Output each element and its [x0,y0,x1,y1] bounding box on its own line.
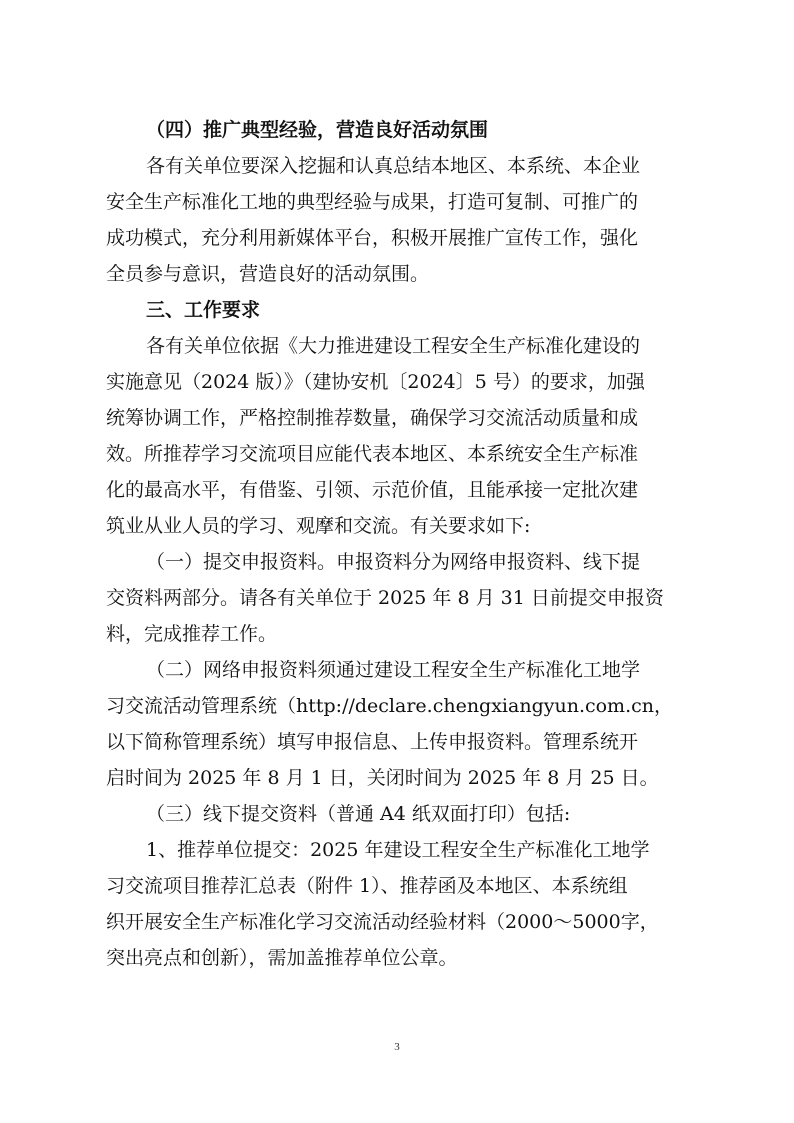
paragraph-line: 安全生产标准化工地的典型经验与成果，打造可复制、可推广的 [106,191,639,213]
paragraph-line: 突出亮点和创新），需加盖推荐单位公章。 [106,947,458,969]
paragraph-line: 习交流活动管理系统（http://declare.chengxiangyun.com.cn， [106,695,673,717]
paragraph-line: 各有关单位要深入挖掘和认真总结本地区、本系统、本企业 [146,155,641,177]
paragraph-line: 织开展安全生产标准化学习交流活动经验材料（2000～5000字， [106,911,659,933]
section-heading-four: （四）推广典型经验，营造良好活动氛围 [146,119,489,141]
page-number: 3 [394,1041,400,1053]
section-heading-requirements: 三、工作要求 [146,299,261,321]
paragraph-line: （三）线下提交资料（普通 A4 纸双面打印）包括: [146,803,571,825]
paragraph-line: 交资料两部分。请各有关单位于 2025 年 8 月 31 日前提交申报资 [106,587,664,609]
paragraph-line: 筑业从业人员的学习、观摩和交流。有关要求如下: [106,515,531,537]
paragraph-line: 以下简称管理系统）填写申报信息、上传申报资料。管理系统开 [106,731,639,753]
paragraph-line: 成功模式，充分利用新媒体平台，积极开展推广宣传工作，强化 [106,227,639,249]
paragraph-line: 统筹协调工作，严格控制推荐数量，确保学习交流活动质量和成 [106,407,639,429]
paragraph-line: 效。所推荐学习交流项目应能代表本地区、本系统安全生产标准 [106,443,639,465]
paragraph-line: 实施意见（2024 版）》（建协安机〔2024〕5 号）的要求，加强 [106,371,645,393]
paragraph-line: 1、推荐单位提交：2025 年建设工程安全生产标准化工地学 [146,839,650,861]
paragraph-line: 料，完成推荐工作。 [106,623,278,645]
paragraph-line: 各有关单位依据《大力推进建设工程安全生产标准化建设的 [146,335,641,357]
document-body [106,112,706,976]
paragraph-line: （二）网络申报资料须通过建设工程安全生产标准化工地学 [146,659,641,681]
paragraph-line: 全员参与意识，营造良好的活动氛围。 [106,263,430,285]
paragraph-line: （一）提交申报资料。申报资料分为网络申报资料、线下提 [146,551,641,573]
paragraph-line: 化的最高水平，有借鉴、引领、示范价值，且能承接一定批次建 [106,479,639,501]
paragraph-line: 习交流项目推荐汇总表（附件 1）、推荐函及本地区、本系统组 [106,875,628,897]
paragraph-line: 启时间为 2025 年 8 月 1 日，关闭时间为 2025 年 8 月 25 日。 [106,767,659,789]
